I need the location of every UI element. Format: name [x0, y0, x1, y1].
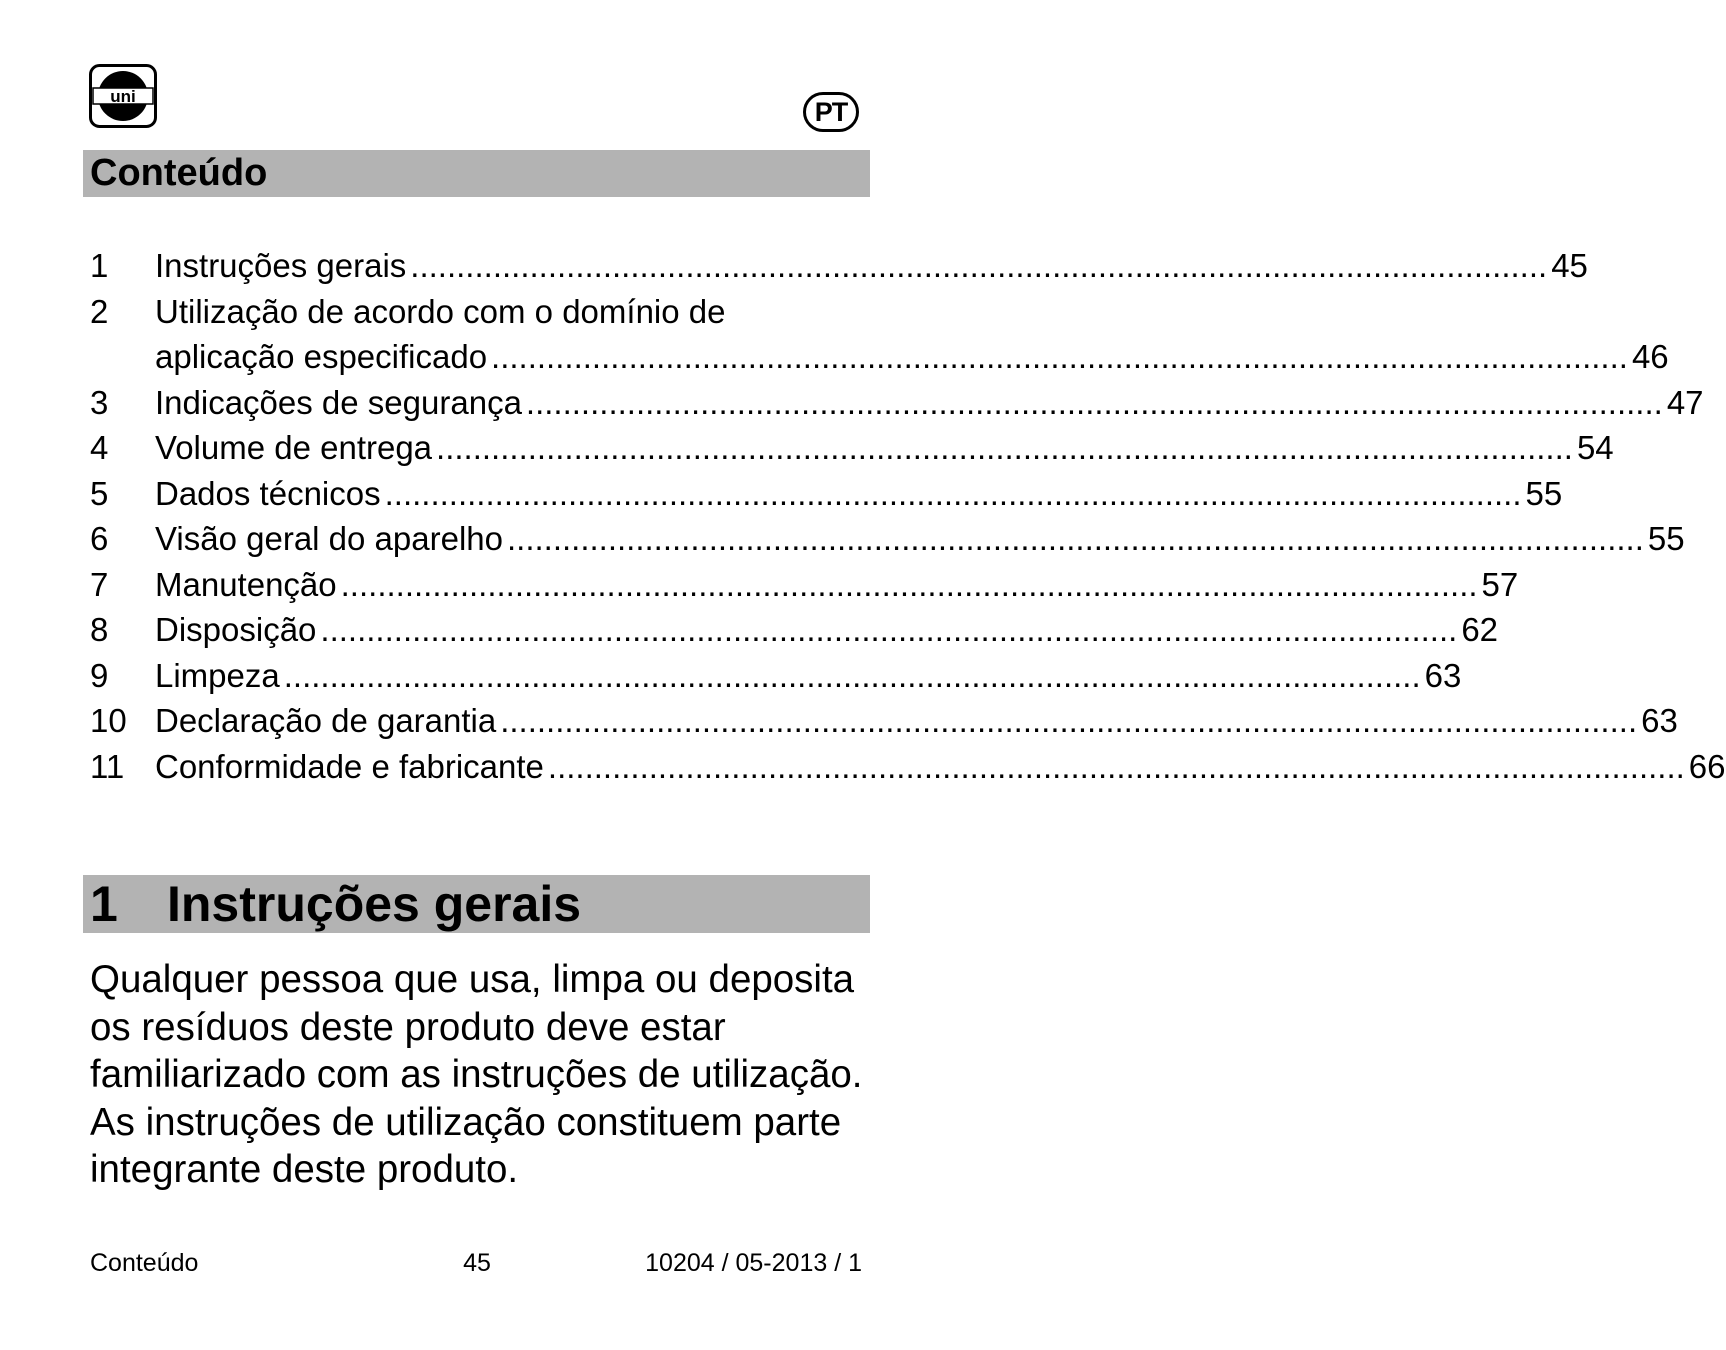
toc-entry-number: 11: [90, 747, 125, 785]
toc-leader-dots: ............................................................................................................................: [491, 338, 1628, 375]
toc-entry-title: Volume de entrega: [155, 429, 433, 466]
uni-logo: [89, 64, 157, 128]
toc-leader-dots: ............................................................................................................................: [547, 747, 1685, 785]
toc-entry-2-line2[interactable]: [90, 334, 1669, 380]
toc-entry-10[interactable]: [90, 698, 1678, 744]
toc-entry-page: 45: [1551, 247, 1588, 284]
toc-entry-5[interactable]: [90, 471, 1563, 517]
section-number: 1: [90, 876, 118, 932]
svg-text:uni: uni: [110, 87, 136, 106]
toc-entry-page: 46: [1631, 338, 1669, 375]
toc-entry-title: Limpeza: [155, 656, 280, 694]
toc-entry-page: 55: [1525, 474, 1563, 512]
language-badge: [803, 92, 859, 132]
section-title: Instruções gerais: [167, 876, 582, 932]
toc-entry-6[interactable]: [90, 516, 1685, 562]
toc-entry-number: 9: [90, 656, 109, 694]
section-1-header-bar: [83, 875, 870, 933]
footer-page-number: 45: [463, 1249, 491, 1277]
toc-leader-dots: ............................................................................................................................: [506, 520, 1644, 557]
toc-entry-1[interactable]: [90, 243, 1588, 289]
toc-entry-number: 5: [90, 474, 109, 512]
toc-title: Conteúdo: [90, 152, 268, 194]
table-of-contents: [90, 243, 1726, 789]
toc-entry-number: 8: [90, 611, 109, 648]
toc-entry-title: aplicação especificado: [155, 338, 488, 375]
toc-entry-page: 57: [1481, 565, 1519, 603]
footer-left-label: Conteúdo: [90, 1249, 199, 1277]
toc-entry-title: Visão geral do aparelho: [155, 520, 503, 557]
toc-leader-dots: ............................................................................................................................: [283, 656, 1421, 694]
toc-entry-title: Declaração de garantia: [155, 702, 497, 739]
toc-entry-7[interactable]: [90, 562, 1519, 608]
section-1-body: Qualquer pessoa que usa, limpa ou deposita os resíduos deste produto deve estar familiarizado com as instruções de utilização. As instruções de utilização constituem parte integrante deste produto.: [90, 958, 863, 1191]
toc-leader-dots: ............................................................................................................................: [320, 611, 1458, 648]
toc-entry-title: Utilização de acordo com o domínio de: [155, 292, 726, 330]
toc-entry-number: 1: [90, 247, 109, 284]
toc-leader-dots: ............................................................................................................................: [340, 565, 1478, 603]
toc-entry-number: 3: [90, 383, 109, 421]
toc-entry-number: 4: [90, 429, 109, 466]
toc-entry-page: 62: [1461, 611, 1499, 648]
toc-entry-11[interactable]: [90, 744, 1726, 790]
footer-doc-code: 10204 / 05-2013 / 1: [645, 1249, 862, 1277]
toc-entry-page: 66: [1688, 747, 1726, 785]
language-badge-label: PT: [814, 96, 848, 127]
toc-entry-page: 47: [1666, 383, 1704, 421]
toc-leader-dots: ............................................................................................................................: [410, 247, 1548, 284]
toc-entry-title: Indicações de segurança: [155, 383, 522, 421]
toc-entry-number: 7: [90, 565, 109, 603]
toc-entry-title: Manutenção: [155, 565, 337, 603]
toc-entry-title: Conformidade e fabricante: [155, 747, 544, 785]
toc-header-bar: [83, 150, 870, 197]
toc-entry-title: Dados técnicos: [155, 474, 381, 512]
toc-entry-page: 55: [1647, 520, 1685, 557]
toc-entry-2-line1[interactable]: [90, 289, 862, 335]
toc-entry-page: 54: [1576, 429, 1614, 466]
toc-entry-page: 63: [1424, 656, 1462, 694]
toc-entry-number: 10: [90, 702, 127, 739]
toc-entry-number: 6: [90, 520, 109, 557]
toc-entry-4[interactable]: [90, 425, 1614, 471]
toc-leader-dots: ............................................................................................................................: [525, 383, 1663, 421]
toc-entry-number: 2: [90, 292, 109, 330]
toc-entry-3[interactable]: [90, 380, 1704, 426]
toc-entry-title: Disposição: [155, 611, 317, 648]
toc-leader-dots: ............................................................................................................................: [500, 702, 1638, 739]
toc-entry-title: Instruções gerais: [155, 247, 407, 284]
toc-entry-9[interactable]: [90, 653, 1462, 699]
toc-entry-8[interactable]: [90, 607, 1499, 653]
toc-leader-dots: ............................................................................................................................: [436, 429, 1573, 466]
uni-logo-icon: [89, 64, 157, 128]
toc-entry-page: 63: [1641, 702, 1678, 739]
toc-leader-dots: ............................................................................................................................: [384, 474, 1522, 512]
